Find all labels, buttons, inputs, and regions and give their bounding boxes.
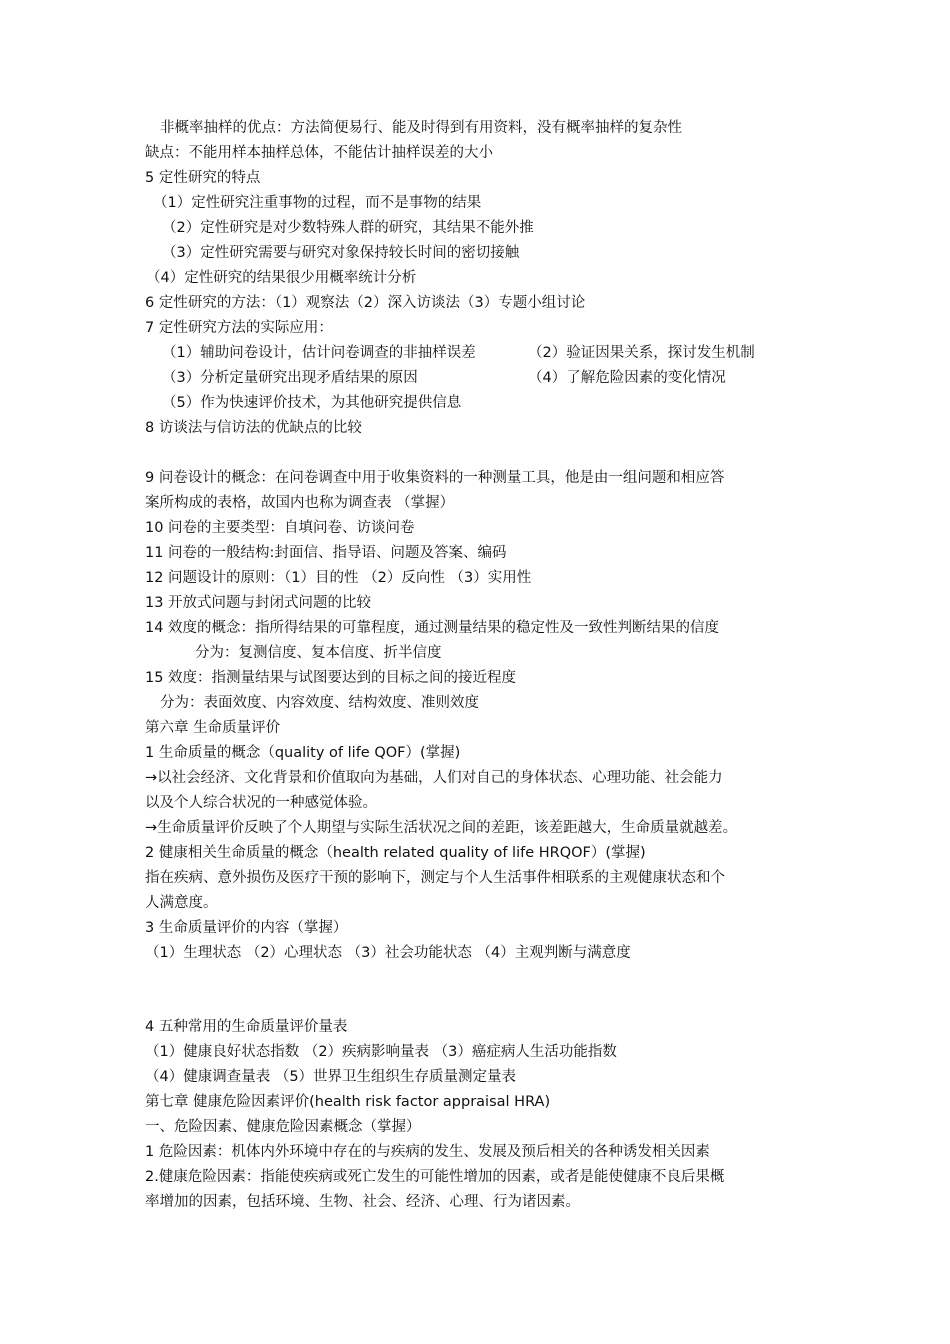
list-item-row xyxy=(162,367,815,389)
list-item: （4）定性研究的结果很少用概率统计分析 xyxy=(146,270,417,286)
section-heading: 11 问卷的一般结构:封面信、指导语、问题及答案、编码 xyxy=(145,545,507,561)
section-heading: 6 定性研究的方法：（1）观察法（2）深入访谈法（3）专题小组讨论 xyxy=(145,295,586,311)
paragraph-line: →以社会经济、文化背景和价值取向为基础，人们对自己的身体状态、心理功能、社会能力 xyxy=(145,770,723,786)
text-line: 非概率抽样的优点：方法简便易行、能及时得到有用资料，没有概率抽样的复杂性 xyxy=(160,120,682,136)
section-heading: 一、危险因素、健康危险因素概念（掌握） xyxy=(145,1119,421,1135)
section-heading: 12 问题设计的原则：（1）目的性 （2）反向性 （3）实用性 xyxy=(145,570,532,586)
text-line: 缺点：不能用样本抽样总体，不能估计抽样误差的大小 xyxy=(145,145,493,161)
list-item: （5）作为快速评价技术，为其他研究提供信息 xyxy=(162,395,462,411)
section-heading: 14 效度的概念：指所得结果的可靠程度，通过测量结果的稳定性及一致性判断结果的信度 xyxy=(145,620,720,636)
list-item: （2）定性研究是对少数特殊人群的研究，其结果不能外推 xyxy=(162,220,534,236)
list-item: （4）健康调查量表 （5）世界卫生组织生存质量测定量表 xyxy=(145,1069,517,1085)
list-item-row xyxy=(162,342,815,364)
list-item: （1）辅助问卷设计，估计问卷调查的非抽样误差 xyxy=(162,345,476,361)
paragraph-line: 案所构成的表格，故国内也称为调查表 （掌握） xyxy=(145,495,455,511)
paragraph-line: 率增加的因素，包括环境、生物、社会、经济、心理、行为诸因素。 xyxy=(145,1194,580,1210)
paragraph-line: 以及个人综合状况的一种感觉体验。 xyxy=(145,795,377,811)
chapter-heading: 第六章 生命质量评价 xyxy=(145,720,281,736)
section-heading: 2 健康相关生命质量的概念（health related quality of life HRQOF）(掌握) xyxy=(145,845,646,861)
section-heading: 3 生命质量评价的内容（掌握） xyxy=(145,920,348,936)
list-item: （2）验证因果关系，探讨发生机制 xyxy=(528,345,755,361)
section-heading: 10 问卷的主要类型：自填问卷、访谈问卷 xyxy=(145,520,415,536)
section-heading: 15 效度：指测量结果与试图要达到的目标之间的接近程度 xyxy=(145,670,517,686)
text-line: 分为：表面效度、内容效度、结构效度、准则效度 xyxy=(160,695,479,711)
text-line: 分为：复测信度、复本信度、折半信度 xyxy=(195,645,442,661)
list-item: （1）健康良好状态指数 （2）疾病影响量表 （3）癌症病人生活功能指数 xyxy=(145,1044,617,1060)
list-item: （3）定性研究需要与研究对象保持较长时间的密切接触 xyxy=(162,245,520,261)
section-heading: 4 五种常用的生命质量评价量表 xyxy=(145,1019,348,1035)
list-item: （1）生理状态 （2）心理状态 （3）社会功能状态 （4）主观判断与满意度 xyxy=(145,945,631,961)
paragraph-line: 2.健康危险因素：指能使疾病或死亡发生的可能性增加的因素，或者是能使健康不良后果概 xyxy=(145,1169,725,1185)
section-heading: 8 访谈法与信访法的优缺点的比较 xyxy=(145,420,362,436)
list-item: （4）了解危险因素的变化情况 xyxy=(528,370,726,386)
paragraph-line: 指在疾病、意外损伤及医疗干预的影响下，测定与个人生活事件相联系的主观健康状态和个 xyxy=(145,870,725,886)
list-item: （1）定性研究注重事物的过程，而不是事物的结果 xyxy=(153,195,482,211)
chapter-heading: 第七章 健康危险因素评价(health risk factor appraisal HRA) xyxy=(145,1094,551,1110)
section-heading: 1 生命质量的概念（quality of life QOF）(掌握) xyxy=(145,745,461,761)
section-heading: 7 定性研究方法的实际应用： xyxy=(145,320,333,336)
paragraph-line: 1 危险因素：机体内外环境中存在的与疾病的发生、发展及预后相关的各种诱发相关因素 xyxy=(145,1144,710,1160)
section-heading: 13 开放式问题与封闭式问题的比较 xyxy=(145,595,372,611)
list-item: （3）分析定量研究出现矛盾结果的原因 xyxy=(162,370,418,386)
paragraph-line: 9 问卷设计的概念：在问卷调查中用于收集资料的一种测量工具，他是由一组问题和相应答 xyxy=(145,470,725,486)
paragraph-line: 人满意度。 xyxy=(145,895,218,911)
section-heading: 5 定性研究的特点 xyxy=(145,170,261,186)
paragraph-line: →生命质量评价反映了个人期望与实际生活状况之间的差距，该差距越大，生命质量就越差。 xyxy=(145,820,738,836)
